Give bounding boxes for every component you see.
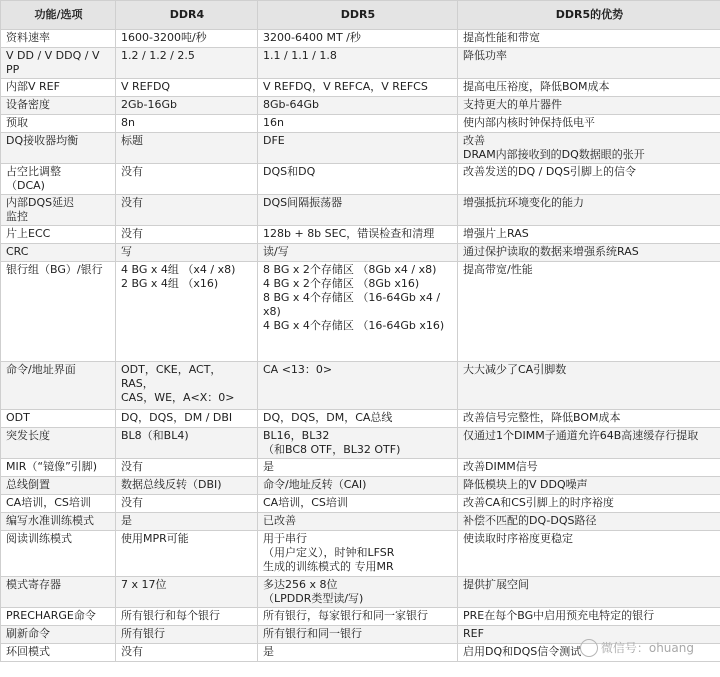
- cell-line: 所有银行，每家银行和同一家银行: [263, 609, 428, 622]
- feature-cell: [1, 513, 116, 531]
- cell-line: 资料速率: [6, 31, 50, 44]
- feature-cell: [1, 626, 116, 644]
- table-cell: [458, 362, 720, 410]
- cell-line: BL8（和BL4): [121, 429, 189, 442]
- cell-line: 改善CA和CS引脚上的时序裕度: [463, 496, 614, 509]
- header-cell: DDR5的优势: [458, 1, 720, 30]
- table-cell: [258, 428, 458, 459]
- cell-line: CA培训，CS培训: [6, 496, 91, 509]
- cell-line: 总线倒置: [6, 478, 50, 491]
- table-cell: [258, 362, 458, 410]
- table-cell: [116, 195, 258, 226]
- cell-line: 预取: [6, 116, 28, 129]
- cell-line: 降低模块上的V DDQ噪声: [463, 478, 588, 491]
- table-cell: [458, 226, 720, 244]
- cell-line: 8Gb-64Gb: [263, 98, 319, 111]
- cell-line: 写: [121, 245, 132, 258]
- cell-line: 增强片上RAS: [463, 227, 529, 240]
- table-cell: [258, 495, 458, 513]
- table-cell: [258, 195, 458, 226]
- table-cell: [458, 133, 720, 164]
- table-cell: [258, 226, 458, 244]
- cell-line: V REFDQ，V REFCA，V REFCS: [263, 80, 428, 93]
- feature-cell: [1, 477, 116, 495]
- cell-line: 8 BG x 2个存储区 （8Gb x4 / x8): [263, 263, 437, 276]
- cell-line: （LPDDR类型读/写): [263, 592, 364, 605]
- cell-line: CA <13：0>: [263, 363, 333, 376]
- cell-line: DQ，DQS，DM / DBI: [121, 411, 233, 424]
- header-cell: DDR4: [116, 1, 258, 30]
- table-cell: [458, 48, 720, 79]
- table-row: [1, 79, 720, 97]
- cell-line: 命令/地址界面: [6, 363, 76, 376]
- feature-cell: [1, 262, 116, 362]
- cell-line: 改善信号完整性，降低BOM成本: [463, 411, 621, 424]
- table-cell: [258, 577, 458, 608]
- cell-line: 已改善: [263, 514, 296, 527]
- cell-line: 所有银行: [121, 627, 165, 640]
- table-cell: [458, 244, 720, 262]
- table-cell: [258, 513, 458, 531]
- table-cell: [458, 428, 720, 459]
- feature-cell: [1, 133, 116, 164]
- cell-line: 7 x 17位: [121, 578, 167, 591]
- cell-line: 内部DQS延迟: [6, 196, 75, 209]
- cell-line: 4 BG x 2个存储区 （8Gb x16): [263, 277, 420, 290]
- cell-line: MIR（“镜像”引脚): [6, 460, 98, 473]
- cell-line: 没有: [121, 645, 143, 658]
- cell-line: 内部V REF: [6, 80, 60, 93]
- cell-line: 没有: [121, 196, 143, 209]
- table-cell: [258, 608, 458, 626]
- cell-line: 补偿不匹配的DQ-DQS路径: [463, 514, 597, 527]
- cell-line: 改善DIMM信号: [463, 460, 538, 473]
- cell-line: 4 BG x 4组 （x4 / x8): [121, 263, 236, 276]
- cell-line: 设备密度: [6, 98, 50, 111]
- table-cell: [458, 410, 720, 428]
- feature-cell: [1, 30, 116, 48]
- table-cell: [116, 531, 258, 577]
- table-cell: [116, 362, 258, 410]
- table-cell: [116, 459, 258, 477]
- cell-line: 突发长度: [6, 429, 50, 442]
- cell-line: BL16，BL32: [263, 429, 330, 442]
- cell-line: 没有: [121, 460, 143, 473]
- cell-line: 提供扩展空间: [463, 578, 529, 591]
- table-row: [1, 262, 720, 362]
- feature-cell: [1, 79, 116, 97]
- table-cell: [458, 577, 720, 608]
- cell-line: V REFDQ: [121, 80, 171, 93]
- table-cell: [116, 477, 258, 495]
- cell-line: DRAM内部接收到的DQ数据眼的张开: [463, 148, 645, 161]
- cell-line: 3200-6400 MT /秒: [263, 31, 361, 44]
- cell-line: 占空比调整: [6, 165, 61, 178]
- cell-line: 是: [121, 514, 132, 527]
- cell-line: 改善: [463, 134, 485, 147]
- table-cell: [458, 608, 720, 626]
- feature-cell: [1, 531, 116, 577]
- feature-cell: [1, 644, 116, 662]
- feature-cell: [1, 244, 116, 262]
- cell-line: 没有: [121, 165, 143, 178]
- cell-line: 没有: [121, 496, 143, 509]
- table-cell: [258, 79, 458, 97]
- cell-line: 2Gb-16Gb: [121, 98, 177, 111]
- table-row: [1, 226, 720, 244]
- table-row: [1, 48, 720, 79]
- table-cell: [116, 428, 258, 459]
- table-cell: [258, 477, 458, 495]
- watermark: [580, 639, 694, 658]
- feature-cell: [1, 97, 116, 115]
- table-row: [1, 30, 720, 48]
- cell-line: 生成的训练模式的 专用MR: [263, 560, 394, 573]
- cell-line: CAS，WE，A<X：0>: [121, 391, 235, 404]
- cell-line: 8n: [121, 116, 135, 129]
- cell-line: 用于串行: [263, 532, 307, 545]
- cell-line: 8 BG x 4个存储区 （16-64Gb x4 /: [263, 291, 441, 304]
- cell-line: 所有银行和同一银行: [263, 627, 362, 640]
- feature-cell: [1, 428, 116, 459]
- table-cell: [116, 495, 258, 513]
- feature-cell: [1, 226, 116, 244]
- table-cell: [258, 97, 458, 115]
- cell-line: 片上ECC: [6, 227, 51, 240]
- cell-line: 命令/地址反转（CAI): [263, 478, 367, 491]
- cell-line: CA培训，CS培训: [263, 496, 348, 509]
- table-cell: [116, 410, 258, 428]
- table-row: [1, 133, 720, 164]
- feature-cell: [1, 164, 116, 195]
- table-cell: [258, 164, 458, 195]
- feature-cell: [1, 195, 116, 226]
- cell-line: 编写水准训练模式: [6, 514, 94, 527]
- header-cell: 功能/选项: [1, 1, 116, 30]
- cell-line: 1600-3200吨/秒: [121, 31, 207, 44]
- cell-line: 改善发送的DQ / DQS引脚上的信令: [463, 165, 636, 178]
- feature-cell: [1, 577, 116, 608]
- cell-line: 128b + 8b SEC，错误检查和清理: [263, 227, 435, 240]
- table-cell: [116, 48, 258, 79]
- table-cell: [458, 531, 720, 577]
- cell-line: PRECHARGE命令: [6, 609, 96, 622]
- cell-line: 4 BG x 4个存储区 （16-64Gb x16): [263, 319, 445, 332]
- cell-line: V DD / V DDQ / V PP: [6, 49, 104, 76]
- table-cell: [116, 30, 258, 48]
- table-cell: [116, 164, 258, 195]
- table-cell: [458, 30, 720, 48]
- table-cell: [116, 97, 258, 115]
- table-row: [1, 195, 720, 226]
- cell-line: 1.2 / 1.2 / 2.5: [121, 49, 195, 62]
- cell-line: 仅通过1个DIMM子通道允许64B高速缓存行提取: [463, 429, 699, 442]
- cell-line: 数据总线反转（DBI): [121, 478, 222, 491]
- table-row: [1, 477, 720, 495]
- cell-line: 2 BG x 4组 （x16): [121, 277, 219, 290]
- table-cell: [258, 115, 458, 133]
- cell-line: 阅读训练模式: [6, 532, 72, 545]
- cell-line: 通过保护读取的数据来增强系统RAS: [463, 245, 639, 258]
- table-row: [1, 164, 720, 195]
- table-cell: [458, 513, 720, 531]
- cell-line: RAS，: [121, 377, 154, 390]
- table-cell: [258, 531, 458, 577]
- table-row: [1, 495, 720, 513]
- table-cell: [116, 133, 258, 164]
- cell-line: 提高电压裕度，降低BOM成本: [463, 80, 610, 93]
- table-cell: [116, 577, 258, 608]
- table-cell: [116, 644, 258, 662]
- table-cell: [458, 262, 720, 362]
- table-cell: [458, 79, 720, 97]
- table-cell: [116, 115, 258, 133]
- header-cell: DDR5: [258, 1, 458, 30]
- header-row: [1, 1, 720, 30]
- cell-line: 没有: [121, 227, 143, 240]
- cell-line: 是: [263, 460, 274, 473]
- cell-line: 提高性能和带宽: [463, 31, 540, 44]
- cell-line: ODT: [6, 411, 30, 424]
- cell-line: 使内部内核时钟保持低电平: [463, 116, 595, 129]
- cell-line: （DCA): [6, 179, 45, 192]
- table-row: [1, 97, 720, 115]
- table-cell: [458, 164, 720, 195]
- table-row: [1, 115, 720, 133]
- table-row: [1, 459, 720, 477]
- table-cell: [458, 495, 720, 513]
- cell-line: CRC: [6, 245, 29, 258]
- feature-cell: [1, 48, 116, 79]
- cell-line: 银行组（BG）/银行: [6, 263, 103, 276]
- cell-line: 模式寄存器: [6, 578, 61, 591]
- cell-line: 支持更大的单片器件: [463, 98, 562, 111]
- feature-cell: [1, 608, 116, 626]
- table-cell: [258, 410, 458, 428]
- cell-line: 所有银行和每个银行: [121, 609, 220, 622]
- cell-line: 是: [263, 645, 274, 658]
- cell-line: 多达256 x 8位: [263, 578, 338, 591]
- table-cell: [258, 133, 458, 164]
- cell-line: （和BC8 OTF，BL32 OTF): [263, 443, 401, 456]
- table-cell: [116, 608, 258, 626]
- table-cell: [258, 30, 458, 48]
- cell-line: DQ，DQS，DM，CA总线: [263, 411, 393, 424]
- table-cell: [116, 513, 258, 531]
- table-cell: [258, 262, 458, 362]
- cell-line: REF: [463, 627, 484, 640]
- cell-line: DQ接收器均衡: [6, 134, 79, 147]
- table-row: [1, 428, 720, 459]
- cell-line: PRE在每个BG中启用预充电特定的银行: [463, 609, 655, 622]
- cell-line: 启用DQ和DQS信令测试: [463, 645, 582, 658]
- table-cell: [258, 48, 458, 79]
- table-row: [1, 577, 720, 608]
- cell-line: x8): [263, 305, 281, 318]
- cell-line: DQS和DQ: [263, 165, 316, 178]
- table-cell: [458, 97, 720, 115]
- table-cell: [258, 459, 458, 477]
- cell-line: 大大减少了CA引脚数: [463, 363, 567, 376]
- cell-line: DQS间隔振荡器: [263, 196, 343, 209]
- table-cell: [116, 244, 258, 262]
- cell-line: 使用MPR可能: [121, 532, 189, 545]
- table-row: [1, 362, 720, 410]
- cell-line: 提高带宽/性能: [463, 263, 533, 276]
- table-row: [1, 244, 720, 262]
- cell-line: 监控: [6, 210, 28, 223]
- table-row: [1, 608, 720, 626]
- table-cell: [258, 626, 458, 644]
- cell-line: 标题: [121, 134, 143, 147]
- wechat-icon: [580, 639, 598, 657]
- feature-cell: [1, 410, 116, 428]
- cell-line: 读/写: [263, 245, 289, 258]
- table-row: [1, 513, 720, 531]
- table-cell: [116, 226, 258, 244]
- cell-line: 16n: [263, 116, 284, 129]
- cell-line: 1.1 / 1.1 / 1.8: [263, 49, 337, 62]
- feature-cell: [1, 362, 116, 410]
- table-row: [1, 410, 720, 428]
- cell-line: （用户定义），时钟和LFSR: [263, 546, 395, 559]
- table-cell: [116, 626, 258, 644]
- table-cell: [258, 244, 458, 262]
- table-cell: [458, 459, 720, 477]
- table-cell: [458, 115, 720, 133]
- cell-line: 增强抵抗环境变化的能力: [463, 196, 584, 209]
- table-cell: [458, 195, 720, 226]
- watermark-text: 微信号：ohuang: [600, 640, 694, 655]
- table-cell: [258, 644, 458, 662]
- feature-cell: [1, 115, 116, 133]
- table-cell: [116, 262, 258, 362]
- cell-line: 使读取时序裕度更稳定: [463, 532, 573, 545]
- cell-line: 降低功率: [463, 49, 507, 62]
- table-cell: [458, 477, 720, 495]
- cell-line: 环回模式: [6, 645, 50, 658]
- cell-line: ODT，CKE，ACT，: [121, 363, 222, 376]
- table-cell: [116, 79, 258, 97]
- feature-cell: [1, 459, 116, 477]
- feature-cell: [1, 495, 116, 513]
- table-row: [1, 531, 720, 577]
- cell-line: DFE: [263, 134, 285, 147]
- cell-line: 刷新命令: [6, 627, 50, 640]
